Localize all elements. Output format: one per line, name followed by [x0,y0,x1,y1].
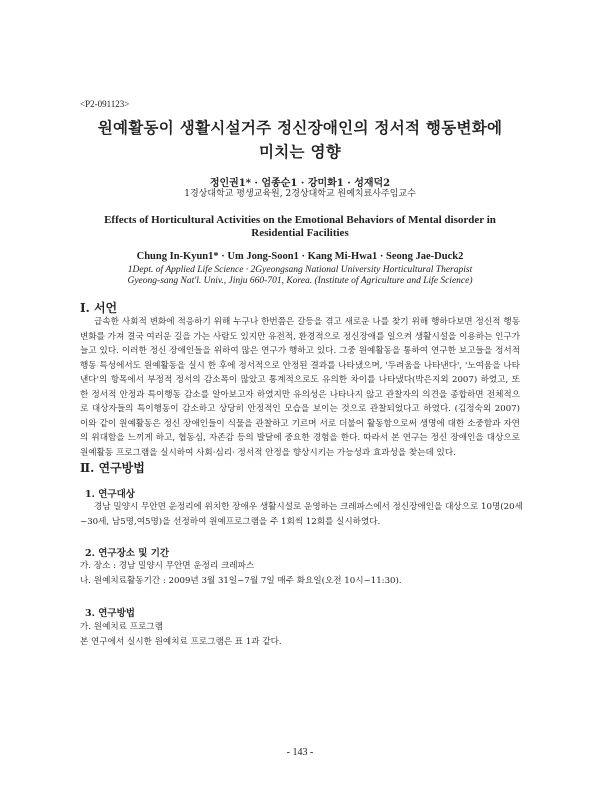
subsection2-period: 나. 원예치료활동기간 : 2009년 3월 31일~7월 7일 매주 화요일(오전 10시~11:30). [80,576,402,586]
subsection1-text: 경남 밀양시 무안면 운정리에 위치한 장애우 생활시설로 운영하는 크레파스에서 정신장애인을 대상으로 10명(20세~30세, 남5명,여5명)을 선정하여 원예프로그램을 주 1회씩 12회를 실시하였다. [80,502,523,527]
subsection2-heading: 2. 연구장소 및 기간 [85,548,170,559]
section1-heading: Ⅰ. 서언 [80,301,118,315]
paper-code: <P2-091123> [80,99,130,109]
section2-heading: Ⅱ. 연구방법 [80,461,145,475]
authors-english: Chung In-Kyun1* · Um Jong-Soon1 · Kang Mi-Hwa1 · Seong Jae-Duck2 [136,251,464,262]
affiliation-korean: 1경상대학교 평생교육원, 2경상대학교 원예치료사주임교수 [184,189,416,199]
subsection3-program: 가. 원예치료 프로그램 [80,622,163,632]
affiliation-english-line2: Gyeong-sang Nat'l. Univ., Jinju 660-701, Korea. (Institute of Agriculture and Life Science) [127,276,473,286]
title-korean-line1: 원예활동이 생활시설거주 정신장애인의 정서적 행동변화에 [97,118,503,137]
subsection3-text: 본 연구에서 실시한 원예치료 프로그램은 표 1과 같다. [80,637,282,647]
page-number: - 143 - [286,747,314,758]
subsection3-heading: 3. 연구방법 [85,608,135,619]
subsection2-location: 가. 장소 : 경남 밀양시 무안면 운정리 크레파스 [80,561,255,571]
authors-korean: 정인권1* · 엄종순1 · 강미화1 · 성재덕2 [209,178,391,189]
section1-paragraph: 급속한 사회적 변화에 적응하기 위해 누구나 한번쯤은 갈등을 겪고 새로운 나를 찾기 위해 행하다보면 정신적 행동변화를 가져 결국 여러운 길을 가는 사람도 있지만 유전적, 환경적으로 정신장애를 일으켜 생활시설을 이용하는 인구가 늘고 있다. 이러한 정신 장애인들을 위하여 많은 연구가 행하고 있다. 그중 원예활동을 통하여 연구한 보고들을 정서적 행동 특성에서도 원예활동을 실시 한 후에 정서적으로 안정된 결과를 나타냈으며, '두려움을 나타낸다', '노여움을 나타낸다'의 항목에서 부정적 정서의 감소폭이 많았고 통계적으로도 유의한 차이를 나타냈다(박은지외 2007) 하였고, 또한 정서적 안정과 특이행동 감소를 알아보고자 하였지만 유의성은 나타나지 않고 관찰자의 의견을 종합하면 전체적으로 대상자들의 특이행동이 감소하고 상당히 안정적인 모습을 보이는 것으로 관찰되었다고 하였다. (김정숙외 2007) 이와 같이 원예활동은 정신 장애인들이 식물을 관찰하고 기르며 서로 더불어 활동함으로써 생명에 대한 소중함과 자연의 위대함을 느끼게 하고, 협동심, 자존감 등의 발달에 중요한 경험을 한다. 따라서 본 연구는 정신 장애인을 대상으로 원예활동 프로그램을 실시하여 사회·심리· 정서적 안정을 향상시키는 가능성과 효과성을 찾는데 있다. [80,317,520,458]
subsection1-heading: 1. 연구대상 [85,489,135,500]
title-korean-line2: 미치는 영향 [258,142,342,161]
title-english-line1: Effects of Horticultural Activities on the Emotional Behaviors of Mental disorder in [104,214,496,226]
title-english-line2: Residential Facilities [251,227,349,239]
affiliation-english-line1: 1Dept. of Applied Life Science · 2Gyeongsang National University Horticultural Therapist [127,265,473,275]
